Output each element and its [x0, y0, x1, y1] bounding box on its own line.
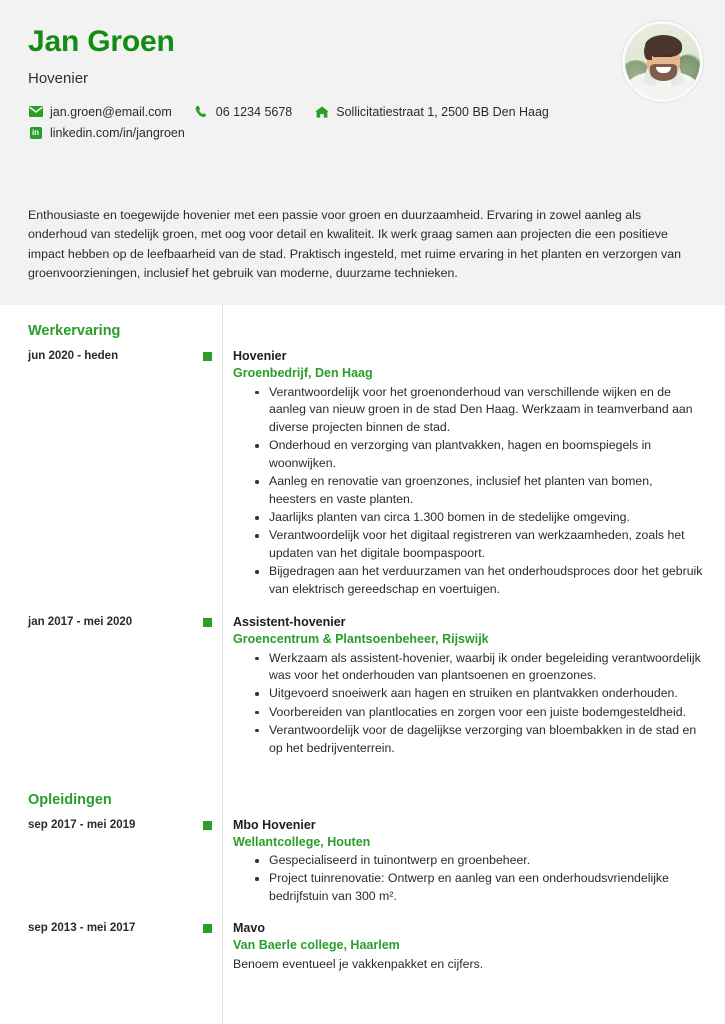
entry-org-name: Groencentrum & Plantsoenbeheer	[233, 632, 436, 647]
education-entry	[0, 817, 725, 906]
list-item: Bijgedragen aan het verduurzamen van het onderhoudsproces door het gebruik van elektrisch gereedschap en voertuigen.	[255, 563, 703, 598]
timeline-marker-icon	[203, 618, 212, 627]
entry-bullets	[233, 384, 703, 599]
envelope-icon	[28, 105, 43, 118]
timeline-marker-col	[194, 920, 220, 933]
entry-org-location: , Haarlem	[343, 938, 400, 953]
list-item: Verantwoordelijk voor het groenonderhoud van verschillende wijken en de aanleg van nieuw groen in de stad Den Haag. Werkzaam in teamverband aan diverse projecten binnen de stad.	[255, 384, 703, 437]
entry-body	[220, 920, 725, 973]
entry-org	[233, 937, 703, 955]
contact-address	[314, 105, 549, 119]
entry-org	[233, 365, 703, 383]
list-item: Verantwoordelijk voor het digitaal registreren van werkzaamheden, zoals het updaten van het digitale boompaspoort.	[255, 527, 703, 562]
contact-row-primary	[28, 105, 697, 119]
contact-email[interactable]	[28, 105, 172, 119]
entry-body	[220, 614, 725, 758]
phone-icon	[194, 105, 209, 118]
list-item: Jaarlijks planten van circa 1.300 bomen in de stedelijke omgeving.	[255, 509, 703, 527]
timeline-marker-col	[194, 348, 220, 361]
section-title-experience: Werkervaring	[28, 323, 121, 340]
cv-header	[0, 0, 725, 206]
page-title: Jan Groen	[28, 25, 175, 58]
profile-summary: Enthousiaste en toegewijde hovenier met een passie voor groen en duurzaamheid. Ervaring in zowel aanleg als onderhoud van stedelijk groen, met oog voor detail en kwaliteit. Ik werk graag samen aan projecten die een positieve impact hebben op de leefbaarheid van de stad. Praktisch ingesteld, met ruime ervaring in het planten en verzorgen van groenvoorzieningen, inclusief het gebruik van moderne, duurzame technieken.	[28, 208, 681, 281]
timeline-marker-icon	[203, 924, 212, 933]
entry-bullets	[233, 852, 703, 906]
list-item: Verantwoordelijk voor de dagelijkse verzorging van bloembakken in de stad en op het bedrijventerrein.	[255, 722, 703, 757]
entry-role: Hovenier	[233, 349, 287, 364]
list-item: Werkzaam als assistent-hovenier, waarbij ik onder begeleiding verantwoordelijk was voor het onderhouden van plantsoenen en groenzones.	[255, 650, 703, 685]
timeline-marker-col	[194, 614, 220, 627]
list-item: Project tuinrenovatie: Ontwerp en aanleg van een onderhoudsvriendelijke bedrijfstuin van 300 m².	[255, 870, 703, 905]
entry-org	[233, 631, 703, 649]
contact-address-text: Sollicitatiestraat 1, 2500 BB Den Haag	[336, 104, 549, 119]
entry-date: sep 2017 - mei 2019	[28, 818, 136, 831]
entry-org	[233, 834, 703, 852]
list-item: Aanleg en renovatie van groenzones, inclusief het planten van bomen, heesters en vaste planten.	[255, 473, 703, 508]
timeline-marker-col	[194, 817, 220, 830]
contact-row-secondary	[28, 126, 697, 140]
experience-entry	[0, 614, 725, 758]
entry-bullets	[233, 650, 703, 758]
contact-linkedin[interactable]	[28, 126, 185, 140]
entry-org-name: Van Baerle college	[233, 938, 344, 953]
section-experience	[0, 323, 725, 757]
experience-entry	[0, 348, 725, 599]
avatar	[622, 21, 703, 102]
entry-description: Benoem eventueel je vakkenpakket en cijfers.	[233, 956, 484, 971]
contact-phone[interactable]	[194, 105, 292, 119]
entry-org-location: , Den Haag	[308, 366, 373, 381]
entry-org-name: Wellantcollege	[233, 834, 321, 849]
section-title-education: Opleidingen	[28, 791, 112, 808]
profile-photo	[625, 24, 700, 99]
contact-email-text: jan.groen@email.com	[50, 104, 172, 119]
timeline-marker-icon	[203, 352, 212, 361]
entry-date: sep 2013 - mei 2017	[28, 922, 136, 935]
section-education	[0, 792, 725, 974]
entry-org-location: , Rijswijk	[435, 632, 489, 647]
list-item: Uitgevoerd snoeiwerk aan hagen en struiken en plantvakken onderhouden.	[255, 685, 703, 703]
list-item: Voorbereiden van plantlocaties en zorgen voor een juiste bodemgesteldheid.	[255, 704, 703, 722]
entry-body	[220, 817, 725, 906]
list-item: Onderhoud en verzorging van plantvakken, hagen en boomspiegels in woonwijken.	[255, 437, 703, 472]
entry-role: Mavo	[233, 921, 265, 936]
timeline-marker-icon	[203, 821, 212, 830]
entry-org-location: , Houten	[320, 834, 371, 849]
cv-body	[0, 305, 725, 1024]
job-title: Hovenier	[28, 69, 89, 87]
entry-org-name: Groenbedrijf	[233, 366, 309, 381]
contact-phone-text: 06 1234 5678	[215, 104, 293, 119]
entry-role: Assistent-hovenier	[233, 615, 346, 630]
home-icon	[314, 105, 329, 118]
entry-date: jun 2020 - heden	[28, 350, 119, 363]
linkedin-icon: in	[28, 126, 43, 139]
entry-body	[220, 348, 725, 599]
entry-date: jan 2017 - mei 2020	[28, 616, 133, 629]
list-item: Gespecialiseerd in tuinontwerp en groenbeheer.	[255, 852, 703, 870]
entry-role: Mbo Hovenier	[233, 817, 316, 832]
contact-linkedin-text: linkedin.com/in/jangroen	[50, 125, 185, 140]
education-entry	[0, 920, 725, 973]
